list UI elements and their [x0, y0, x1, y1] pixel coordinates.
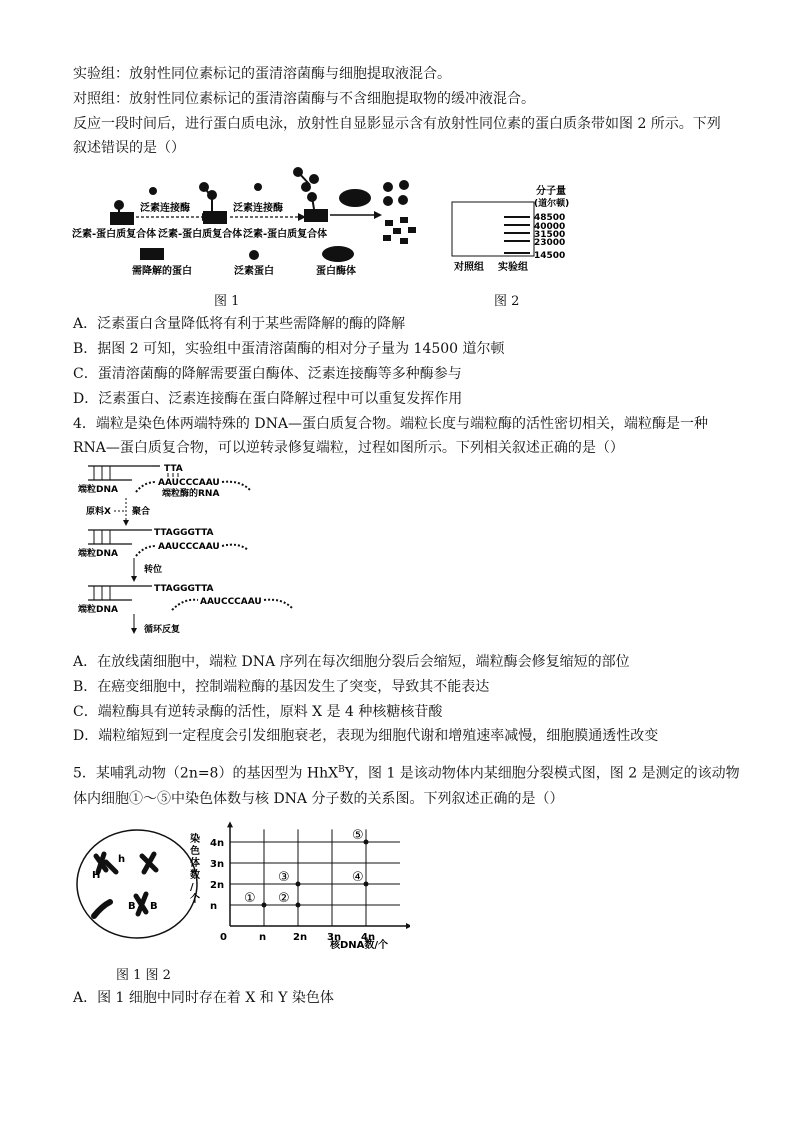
x-tick-label: 3n	[327, 932, 342, 943]
x-tick-label: n	[259, 932, 267, 943]
q4-option-d: D．端粒缩短到一定程度会引发细胞衰老，表现为细胞代谢和增殖速率减慢，细胞膜通透性改变	[73, 728, 659, 744]
fig2-unit-title: 分子量	[536, 186, 566, 197]
y-tick-label: 4n	[210, 838, 225, 849]
fig1-complex-2-label: 泛素-蛋白质复合体	[158, 229, 243, 240]
q3-option-c: C．蛋清溶菌酶的降解需要蛋白酶体、泛素连接酶等多种酶参与	[73, 366, 462, 382]
fig1-legend-proteasome: 蛋白酶体	[316, 266, 356, 277]
seq-rna-1: AAUCCCAAU	[158, 478, 220, 488]
seq-ext-1: TTAGGGTTA	[154, 528, 214, 538]
data-point	[364, 840, 369, 845]
gene-B2-label: B	[150, 901, 158, 912]
telo-material-x: 原料X	[86, 507, 111, 517]
intro-line-1: 实验组：放射性同位素标记的蛋清溶菌酶与细胞提取液混合。	[73, 66, 451, 82]
seq-rna-2: AAUCCCAAU	[158, 542, 220, 552]
telomerase-figure	[72, 460, 312, 640]
fig1-complex-3-label: 泛素-蛋白质复合体	[243, 229, 328, 240]
telo-step-translocate: 转位	[144, 565, 163, 575]
q5-stem-1-tail: Y，图 1 是该动物体内某细胞分裂模式图，图 2 是测定的该动物	[344, 765, 740, 782]
y-tick-label: n	[210, 901, 218, 912]
x-tick-label: 0	[220, 932, 227, 943]
seq-rna-3: AAUCCCAAU	[200, 597, 262, 607]
y-axis-arrow	[227, 821, 233, 827]
gene-h-label: h	[118, 854, 126, 865]
seq-tta-1: TTA	[164, 464, 183, 474]
q3-option-d: D．泛素蛋白、泛素连接酶在蛋白降解过程中可以重复发挥作用	[73, 391, 463, 407]
fig2-marker-1: 48500	[534, 213, 566, 223]
chart-points	[244, 828, 369, 908]
figure-1-ubiquitin	[70, 165, 430, 280]
gene-B1-label: B	[128, 901, 136, 912]
fig2-marker-5: 14500	[534, 251, 566, 261]
fig1-arrow2-label: 泛素连接酶	[233, 203, 283, 214]
x-tick-label: 2n	[293, 932, 308, 943]
telo-dna-label-2: 端粒DNA	[78, 549, 118, 559]
telo-dna-label-1: 端粒DNA	[78, 485, 118, 495]
data-point	[296, 882, 301, 887]
data-point-label: ③	[278, 870, 290, 885]
fig2-lane-experiment: 实验组	[498, 262, 528, 273]
data-point	[262, 903, 267, 908]
telo-step-repeat: 循环反复	[144, 625, 181, 635]
gene-H-label: H	[92, 870, 101, 881]
figure-1-caption: 图 1	[214, 294, 240, 309]
chromosome-dna-chart	[190, 818, 410, 950]
fig2-unit: (道尔顿)	[534, 199, 570, 209]
chart-x-axis-label: 核DNA数/个	[330, 940, 389, 950]
y-tick-label: 2n	[210, 880, 225, 891]
fig2-marker-4: 23000	[534, 238, 566, 248]
q5-stem-1-head: 5．某哺乳动物（2n=8）的基因型为 HhX	[73, 765, 339, 782]
fig2-marker-2: 40000	[534, 222, 566, 232]
figure-2-caption: 图 2	[494, 294, 520, 309]
data-point-label: ①	[244, 891, 256, 906]
q4-option-b: B．在癌变细胞中，控制端粒酶的基因发生了突变，导致其不能表达	[73, 679, 490, 695]
data-point-label: ④	[352, 870, 364, 885]
x-axis-arrow	[406, 923, 410, 929]
q4-option-a: A．在放线菌细胞中，端粒 DNA 序列在每次细胞分裂后会缩短，端粒酶会修复缩短的部位	[73, 654, 630, 670]
x-tick-label: 4n	[361, 932, 376, 943]
q5-option-a: A．图 1 细胞中同时存在着 X 和 Y 染色体	[73, 990, 334, 1006]
telo-dna-label-3: 端粒DNA	[78, 605, 118, 615]
q5-stem-1	[73, 760, 740, 784]
chart-axes	[227, 821, 410, 929]
fig1-legend-ubiquitin: 泛素蛋白	[234, 266, 274, 277]
fig2-lane-control: 对照组	[454, 262, 484, 273]
chart-ticks	[210, 838, 375, 943]
intro-line-3: 反应一段时间后，进行蛋白质电泳，放射性自显影显示含有放射性同位素的蛋白质条带如图 2 所示。下列	[73, 116, 721, 132]
fig1-arrow1-label: 泛素连接酶	[140, 203, 190, 214]
q4-stem-1: 4．端粒是染色体两端特殊的 DNA—蛋白质复合物。端粒长度与端粒酶的活性密切相关，端粒酶是一种	[73, 416, 708, 432]
telo-step-polymerize: 聚合	[132, 507, 151, 517]
seq-ext-2: TTAGGGTTA	[154, 584, 214, 594]
fig1-complex-1-label: 泛素-蛋白质复合体	[72, 229, 157, 240]
y-tick-label: 3n	[210, 859, 225, 870]
fig1-legend-protein: 需降解的蛋白	[132, 266, 192, 277]
q5-stem-2: 体内细胞①～⑤中染色体数与核 DNA 分子数的关系图。下列叙述正确的是（）	[73, 791, 564, 807]
chart-y-axis-label: 染色体数/个	[190, 834, 200, 905]
q5-stem-1-sup: B	[338, 765, 345, 775]
telo-rna-label: 端粒酶的RNA	[162, 489, 220, 499]
data-point-label: ⑤	[352, 828, 364, 843]
data-point-label: ②	[278, 891, 290, 906]
data-point	[364, 882, 369, 887]
q4-option-c: C．端粒酶具有逆转录酶的活性，原料 X 是 4 种核糖核苷酸	[73, 704, 443, 720]
q3-option-a: A．泛素蛋白含量降低将有利于某些需降解的酶的降解	[73, 316, 406, 332]
cell-division-figure	[74, 826, 204, 946]
q3-option-b: B．据图 2 可知，实验组中蛋清溶菌酶的相对分子量为 14500 道尔顿	[73, 341, 505, 357]
intro-line-4: 叙述错误的是（）	[73, 140, 185, 156]
figure-2-gel	[446, 180, 586, 280]
q4-stem-2: RNA—蛋白质复合物，可以逆转录修复端粒，过程如图所示。下列相关叙述正确的是（）	[73, 440, 624, 456]
q5-figure-captions: 图 1 图 2	[116, 968, 171, 983]
data-point	[296, 903, 301, 908]
intro-line-2: 对照组：放射性同位素标记的蛋清溶菌酶与不含细胞提取物的缓冲液混合。	[73, 91, 535, 107]
fig2-marker-3: 31500	[534, 230, 566, 240]
chart-gridlines	[230, 829, 400, 926]
